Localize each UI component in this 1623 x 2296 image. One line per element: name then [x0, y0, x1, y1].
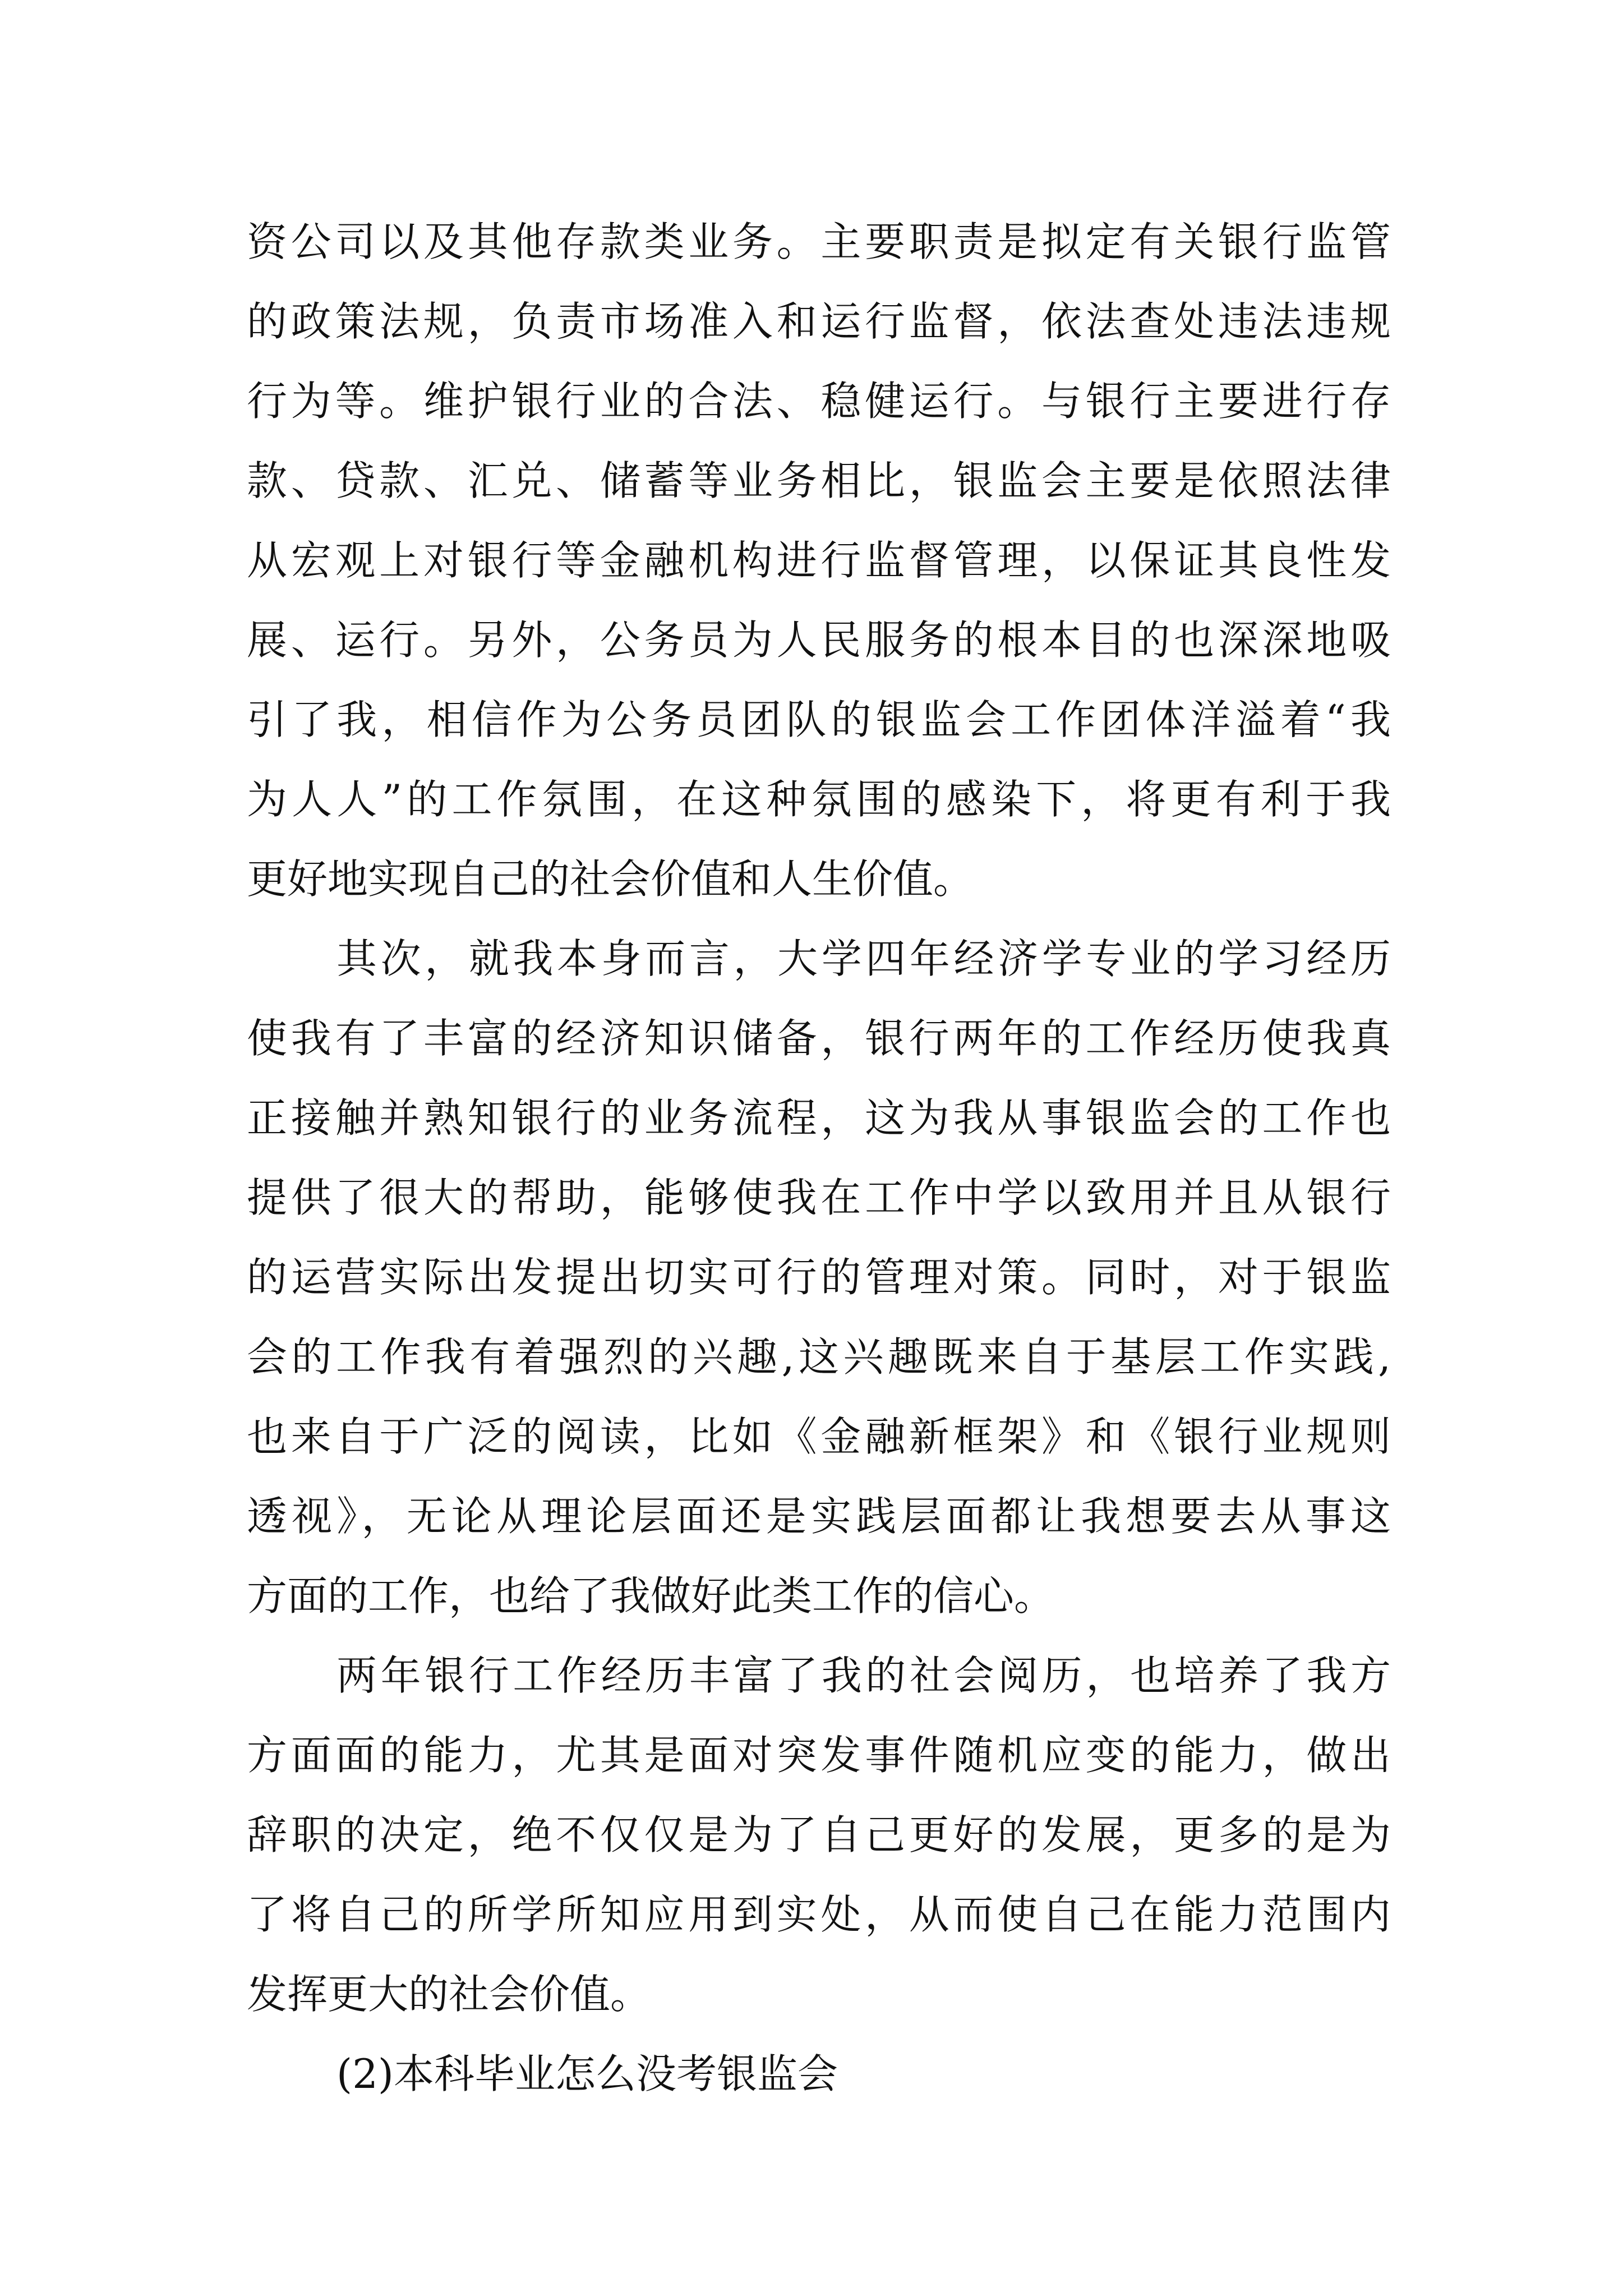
paragraph-line: 了将自己的所学所知应用到实处，从而使自己在能力范围内 — [247, 1891, 1391, 1938]
paragraph-3 — [247, 1636, 1391, 2034]
paragraph-line: 两年银行工作经历丰富了我的社会阅历，也培养了我方 — [336, 1652, 1391, 1699]
paragraph-1 — [247, 202, 1391, 919]
paragraph-line: 会的工作我有着强烈的兴趣,这兴趣既来自于基层工作实践, — [247, 1333, 1391, 1381]
paragraph-line: 为人人”的工作氛围，在这种氛围的感染下，将更有利于我 — [247, 776, 1391, 823]
paragraph-line: 提供了很大的帮助，能够使我在工作中学以致用并且从银行 — [247, 1174, 1391, 1221]
paragraph-line: 款、贷款、汇兑、储蓄等业务相比，银监会主要是依照法律 — [247, 457, 1391, 504]
paragraph-line: 的政策法规，负责市场准入和运行监督，依法查处违法违规 — [247, 298, 1391, 345]
paragraph-line: 正接触并熟知银行的业务流程，这为我从事银监会的工作也 — [247, 1094, 1391, 1142]
paragraph-line: 更好地实现自己的社会价值和人生价值。 — [247, 855, 974, 903]
paragraph-line: 方面面的能力，尤其是面对突发事件随机应变的能力，做出 — [247, 1732, 1391, 1779]
paragraph-line: 方面的工作，也给了我做好此类工作的信心。 — [247, 1572, 1055, 1619]
paragraph-line: 辞职的决定，绝不仅仅是为了自己更好的发展，更多的是为 — [247, 1811, 1391, 1858]
paragraph-line: 资公司以及其他存款类业务。主要职责是拟定有关银行监管 — [247, 218, 1391, 265]
paragraph-line: 的运营实际出发提出切实可行的管理对策。同时，对于银监 — [247, 1254, 1391, 1301]
paragraph-line: 从宏观上对银行等金融机构进行监督管理，以保证其良性发 — [247, 537, 1391, 584]
document-body — [247, 202, 1391, 2114]
section-heading: (2)本科毕业怎么没考银监会 — [336, 2050, 838, 2097]
paragraph-line: 其次，就我本身而言，大学四年经济学专业的学习经历 — [336, 935, 1391, 982]
paragraph-line: 展、运行。另外，公务员为人民服务的根本目的也深深地吸 — [247, 616, 1391, 664]
paragraph-line: 发挥更大的社会价值。 — [247, 1971, 651, 2018]
paragraph-line: 行为等。维护银行业的合法、稳健运行。与银行主要进行存 — [247, 378, 1391, 425]
paragraph-line: 引了我，相信作为公务员团队的银监会工作团体洋溢着“我 — [247, 696, 1391, 743]
paragraph-line: 也来自于广泛的阅读，比如《金融新框架》和《银行业规则 — [247, 1413, 1391, 1460]
paragraph-2 — [247, 919, 1391, 1636]
paragraph-line: 透视》，无论从理论层面还是实践层面都让我想要去从事这 — [247, 1493, 1391, 1540]
paragraph-line: 使我有了丰富的经济知识储备，银行两年的工作经历使我真 — [247, 1015, 1391, 1062]
